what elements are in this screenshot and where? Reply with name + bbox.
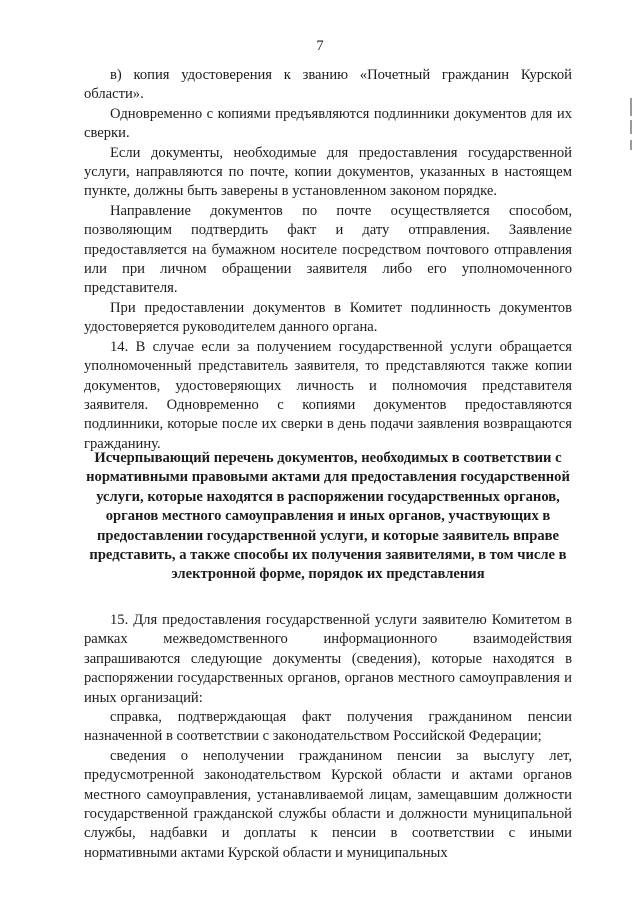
scan-margin-mark — [630, 140, 632, 150]
paragraph: 14. В случае если за получением государственной услуги обращается уполномоченный представитель заявителя, то представляются также копии документов, удостоверяющих личность и полномочия представителя заявителя. Одновременно с копиями документов предоставляются подлинники, которые после их сверки в день подачи заявления возвращаются гражданину. — [84, 338, 572, 452]
body-text-top — [84, 66, 572, 454]
section-heading-text: Исчерпывающий перечень документов, необходимых в соответствии с нормативными правовыми актами для предоставления государственной услуги, которые находятся в распоряжении государственных органов, органов местного самоуправления и иных органов, участвующих в предоставлении государственной услуги, и которые заявитель вправе представить, а также способы их получения заявителями, в том числе в электронной форме, порядок их представления — [86, 450, 570, 583]
paragraph: справка, подтверждающая факт получения гражданином пенсии назначенной в соответствии с законодательством Российской Федерации; — [84, 709, 572, 745]
paragraph: При предоставлении документов в Комитет подлинность документов удостоверяется руководителем данного органа. — [84, 299, 572, 336]
body-text-bottom — [84, 611, 572, 863]
paragraph: в) копия удостоверения к званию «Почетный гражданин Курской области». — [84, 67, 572, 103]
paragraph: Направление документов по почте осуществляется способом, позволяющим подтвердить факт и дату отправления. Заявление предоставляется на бумажном носителе посредством почтового отправления или при личном обращении заявителя либо его уполномоченного представителя. — [84, 202, 572, 297]
paragraph: Если документы, необходимые для предоставления государственной услуги, направляются по почте, копии документов, указанных в настоящем пункте, должны быть заверены в установленном законом порядке. — [84, 144, 572, 200]
scan-margin-mark — [630, 120, 632, 134]
page-number: 7 — [316, 38, 324, 54]
paragraph: сведения о неполучении гражданином пенсии за выслугу лет, предусмотренной законодательством Курской области и актами органов местного самоуправления, устанавливаемой лицам, замещавшим должности государственной гражданской службы области и должности муниципальной службы, надбавки и доплаты к пенсии в соответствии с иными нормативными актами Курской области и муниципальных — [84, 747, 572, 861]
section-heading — [84, 449, 572, 585]
paragraph: Одновременно с копиями предъявляются подлинники документов для их сверки. — [84, 105, 572, 142]
paragraph: 15. Для предоставления государственной услуги заявителю Комитетом в рамках межведомственного информационного взаимодействия запрашиваются следующие документы (сведения), которые находятся в распоряжении государственных органов, органов местного самоуправления и иных организаций: — [84, 612, 572, 706]
scan-margin-mark — [630, 98, 632, 116]
